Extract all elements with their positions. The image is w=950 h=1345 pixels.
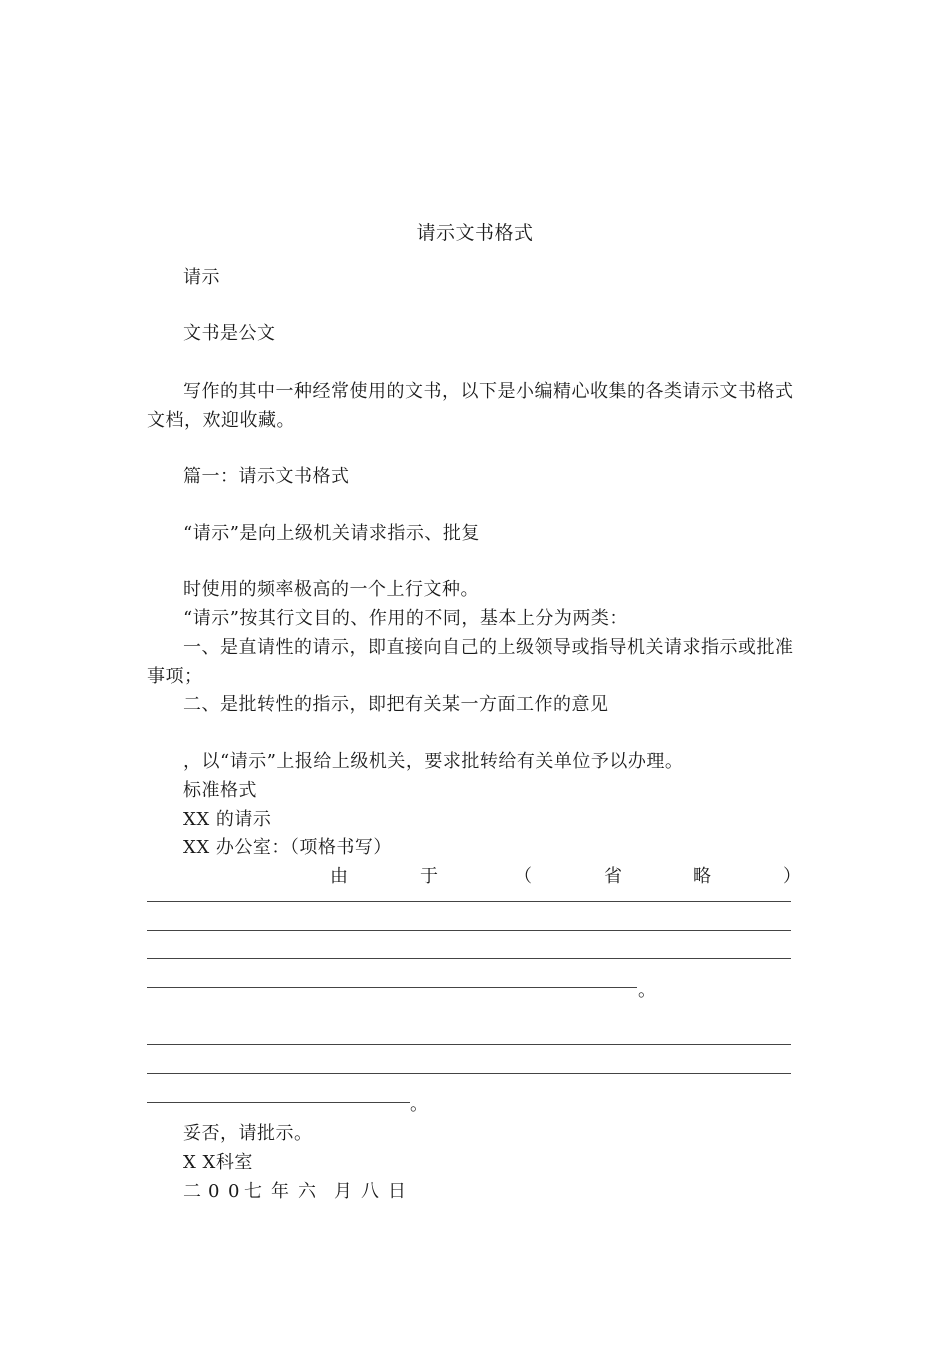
blank-rule — [147, 930, 791, 931]
template-recipient: XX 办公室：（项格书写） — [183, 837, 392, 858]
date-char: 0 — [208, 1181, 220, 1202]
date-char: 八 — [361, 1181, 379, 1202]
template-title: XX 的请示 — [183, 809, 272, 830]
paragraph-usage: 时使用的频率极高的一个上行文种。 — [183, 579, 479, 600]
date-char: 0 — [228, 1181, 240, 1202]
paragraph-request: 请示 — [183, 267, 220, 288]
signature-dept: X X科室 — [183, 1152, 253, 1173]
paragraph-intro-line1: 写作的其中一种经常使用的文书，以下是小编精心收集的各类请示文书格式 — [183, 381, 794, 402]
date-char: 六 — [298, 1181, 316, 1202]
blank-rule — [147, 901, 791, 902]
reason-char: （ — [514, 866, 532, 887]
reason-char: 于 — [420, 866, 438, 887]
reason-char: 由 — [330, 866, 348, 887]
date-char: 二 — [183, 1181, 201, 1202]
blank-rule — [147, 958, 791, 959]
rule-period: 。 — [410, 1094, 428, 1115]
reason-char: 略 — [693, 866, 711, 887]
date-char: 七 — [244, 1181, 262, 1202]
document-title: 请示文书格式 — [416, 222, 534, 244]
standard-format-label: 标准格式 — [183, 780, 257, 801]
reason-char: ） — [783, 866, 801, 887]
paragraph-type1-line1: 一、是直请性的请示，即直接向自己的上级领导或指导机关请求指示或批准 — [183, 637, 794, 658]
date-char: 年 — [271, 1181, 289, 1202]
section-heading: 篇一：请示文书格式 — [183, 466, 350, 487]
paragraph-type2: 二、是批转性的指示，即把有关某一方面工作的意见 — [183, 694, 609, 715]
paragraph-type1-line2: 事项； — [147, 666, 203, 687]
blank-rule — [147, 987, 637, 988]
rule-period: 。 — [638, 980, 656, 1001]
paragraph-intro-line2: 文档，欢迎收藏。 — [147, 410, 295, 431]
blank-rule — [147, 1102, 410, 1103]
reason-char: 省 — [604, 866, 622, 887]
closing-request: 妥否，请批示。 — [183, 1123, 313, 1144]
blank-rule — [147, 1044, 791, 1045]
paragraph-type2-cont: ，以“请示”上报给上级机关，要求批转给有关单位予以办理。 — [183, 751, 684, 772]
date-char: 月 — [334, 1181, 352, 1202]
paragraph-official-doc: 文书是公文 — [183, 323, 276, 344]
paragraph-categories: “请示”按其行文目的、作用的不同，基本上分为两类： — [183, 608, 628, 629]
blank-rule — [147, 1073, 791, 1074]
date-char: 日 — [388, 1181, 406, 1202]
paragraph-definition: “请示”是向上级机关请求指示、批复 — [183, 523, 480, 544]
